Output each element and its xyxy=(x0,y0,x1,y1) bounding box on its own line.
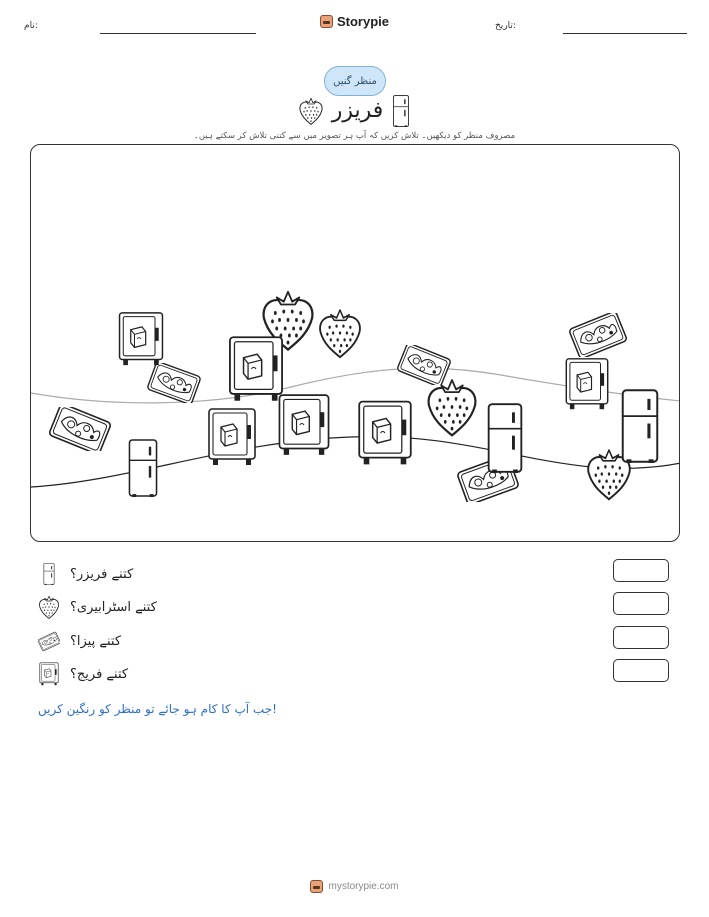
answer-box[interactable] xyxy=(613,559,669,582)
freezer[interactable] xyxy=(615,389,665,463)
strawberry[interactable] xyxy=(317,307,363,359)
fridge[interactable] xyxy=(563,357,611,411)
page-title-row xyxy=(0,95,709,127)
fridge[interactable] xyxy=(117,311,165,367)
footer xyxy=(0,880,709,893)
freezer-icon xyxy=(391,95,411,127)
answer-box[interactable] xyxy=(613,592,669,615)
question-text: کتنے اسٹرابیری؟ xyxy=(70,599,157,615)
instructions: مصروف منظر کو دیکھیں۔ تلاش کریں کہ آپ ہر تصویر میں سے کتنی تلاش کر سکتے ہیں۔ xyxy=(193,131,516,141)
freezer[interactable] xyxy=(123,439,163,497)
name-label: نام: xyxy=(24,21,38,31)
pizza-box[interactable] xyxy=(569,313,627,357)
freezer-icon xyxy=(38,563,60,585)
storypie-mascot-icon xyxy=(320,15,333,28)
question-row xyxy=(38,561,133,587)
fridge-icon xyxy=(38,663,60,685)
coloring-note: جب آپ کا کام ہو جائے تو منظر کو رنگین کریں! xyxy=(38,702,277,716)
question-text: کتنے فریج؟ xyxy=(70,666,129,682)
answer-box[interactable] xyxy=(613,659,669,682)
fridge[interactable] xyxy=(357,399,413,467)
question-row xyxy=(38,628,121,654)
search-scene xyxy=(30,144,680,542)
question-text: کتنے فریزر؟ xyxy=(70,566,134,582)
strawberry-icon xyxy=(298,97,324,125)
pizza-box[interactable] xyxy=(147,363,201,403)
date-line[interactable] xyxy=(563,33,687,34)
question-row xyxy=(38,594,157,620)
footer-url: mystorypie.com xyxy=(328,881,399,892)
activity-badge: منظر گنیں xyxy=(324,66,386,96)
freezer[interactable] xyxy=(481,403,529,473)
pizza-box[interactable] xyxy=(49,407,111,451)
answer-box[interactable] xyxy=(613,626,669,649)
brand-logo xyxy=(0,14,709,29)
brand-name: Storypie xyxy=(336,14,389,29)
name-line[interactable] xyxy=(100,33,256,34)
question-row xyxy=(38,661,128,687)
fridge[interactable] xyxy=(207,407,257,467)
page-title: فریزر xyxy=(331,98,384,123)
date-label: تاریخ: xyxy=(495,21,516,31)
strawberry-icon xyxy=(38,596,60,618)
fridge[interactable] xyxy=(277,393,331,457)
pizza-icon xyxy=(38,630,60,652)
strawberry[interactable] xyxy=(425,377,479,437)
question-text: کتنے پیزا؟ xyxy=(70,633,122,649)
storypie-mascot-icon xyxy=(310,880,323,893)
